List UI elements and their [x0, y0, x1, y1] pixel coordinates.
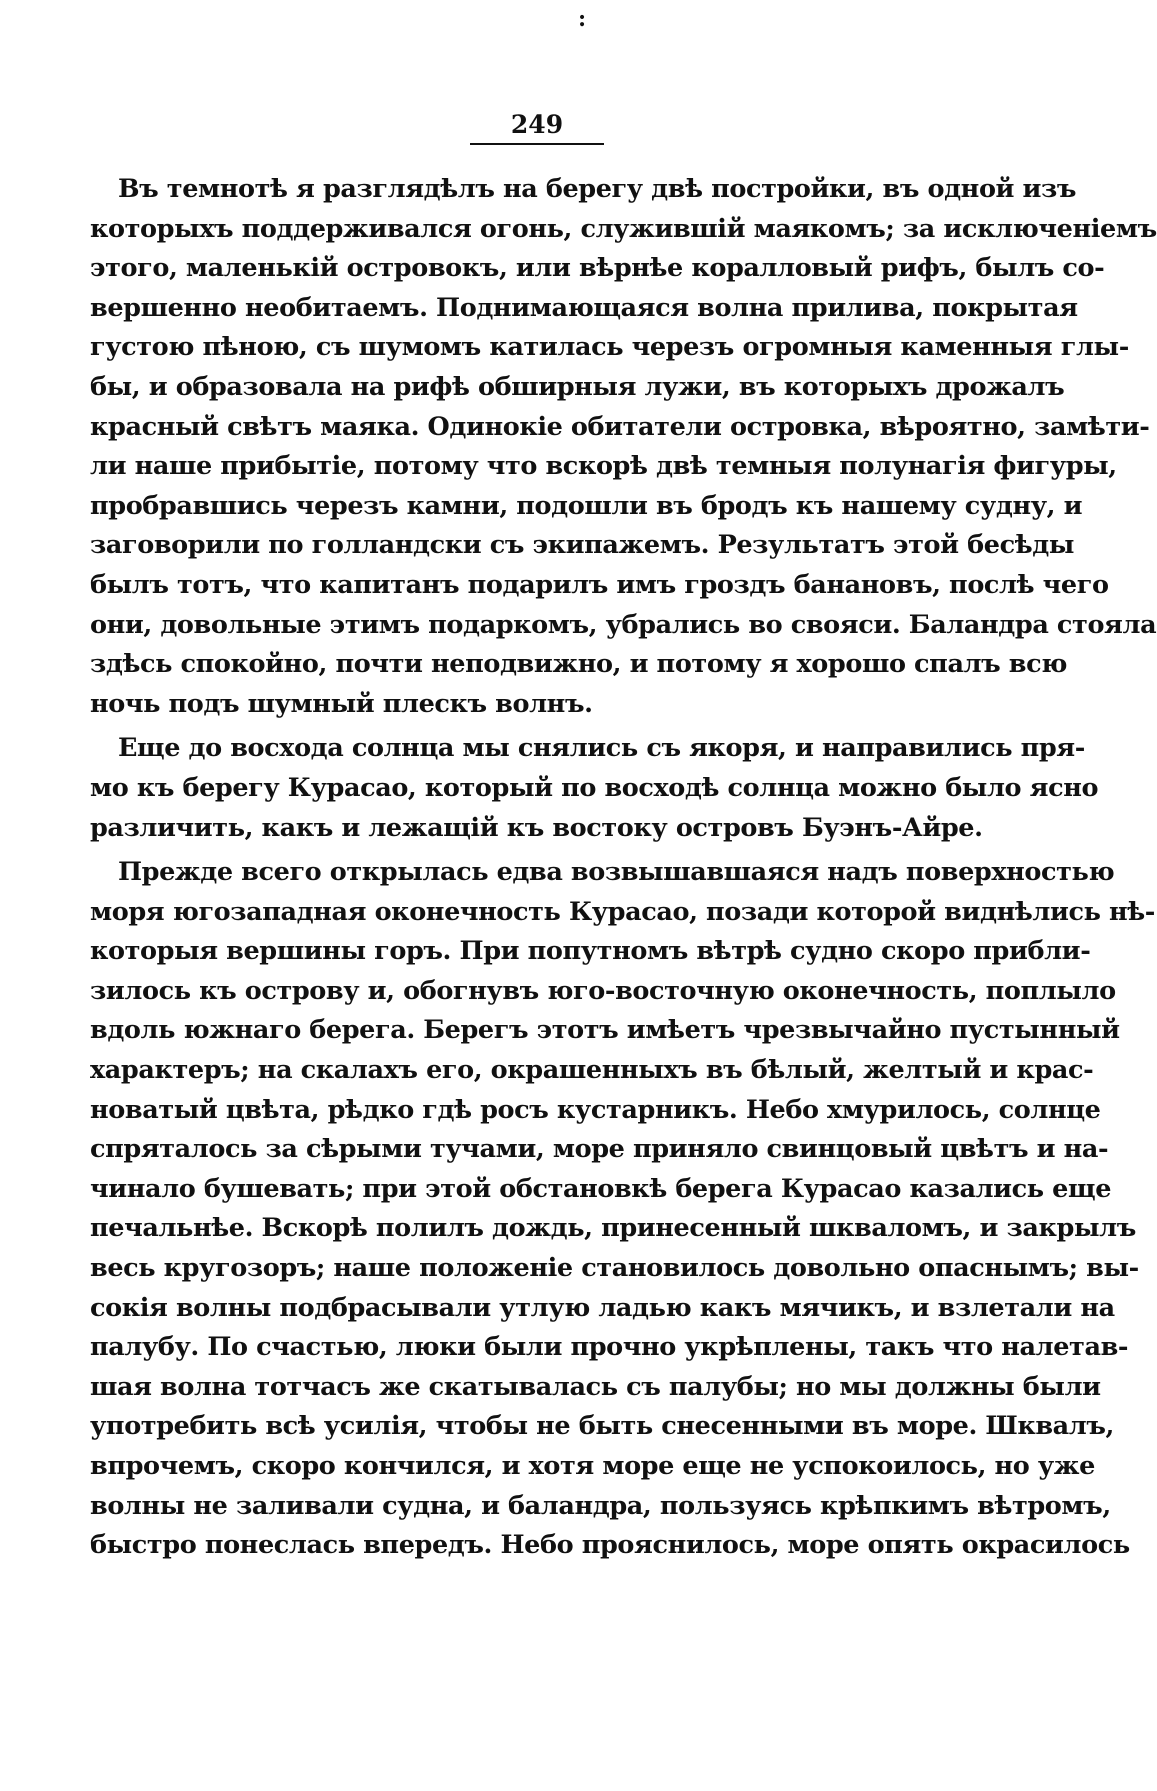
paragraph: [90, 170, 1157, 724]
text-line: ли наше прибытіе, потому что вскорѣ двѣ темныя полунагія фигуры,: [90, 451, 1117, 482]
text-line: вдоль южнаго берега. Берегъ этотъ имѣетъ чрезвычайно пустынный: [90, 1015, 1120, 1046]
text-line: спряталось за сѣрыми тучами, море приняло свинцовый цвѣтъ и на-: [90, 1134, 1109, 1165]
text-line: употребить всѣ усилія, чтобы не быть снесенными въ море. Шквалъ,: [90, 1411, 1115, 1442]
text-line: которыя вершины горъ. При попутномъ вѣтрѣ судно скоро прибли-: [90, 936, 1091, 967]
text-line: заговорили по голландски съ экипажемъ. Результатъ этой бесѣды: [90, 530, 1074, 561]
text-line: печальнѣе. Вскорѣ полилъ дождь, принесенный шкваломъ, и закрылъ: [90, 1213, 1136, 1244]
text-line: Еще до восхода солнца мы снялись съ якоря, и направились пря-: [118, 733, 1085, 764]
text-line: новатый цвѣта, рѣдко гдѣ росъ кустарникъ. Небо хмурилось, солнце: [90, 1094, 1101, 1125]
text-line: зилось къ острову и, обогнувъ юго-восточную оконечность, поплыло: [90, 975, 1116, 1006]
text-line: пробравшись черезъ камни, подошли въ бродъ къ нашему судну, и: [90, 490, 1083, 521]
text-line: различить, какъ и лежащій къ востоку островъ Буэнъ-Айре.: [90, 812, 983, 843]
paragraph: [90, 853, 1155, 1566]
page-number-rule: [470, 143, 604, 145]
text-line: Прежде всего открылась едва возвышавшаяся надъ поверхностью: [118, 857, 1115, 888]
text-line: здѣсь спокойно, почти неподвижно, и потому я хорошо спалъ всю: [90, 649, 1067, 680]
text-line: вершенно необитаемъ. Поднимающаяся волна прилива, покрытая: [90, 292, 1078, 323]
text-line: чинало бушевать; при этой обстановкѣ берега Курасао казались еще: [90, 1173, 1112, 1204]
text-line: быстро понеслась впередъ. Небо прояснилось, море опять окрасилось: [90, 1530, 1130, 1561]
text-line: былъ тотъ, что капитанъ подарилъ имъ гроздъ банановъ, послѣ чего: [90, 569, 1109, 600]
text-line: которыхъ поддерживался огонь, служившій маякомъ; за исключеніемъ: [90, 213, 1157, 244]
text-line: весь кругозоръ; наше положеніе становилось довольно опаснымъ; вы-: [90, 1253, 1139, 1284]
text-line: моря югозападная оконечность Курасао, позади которой виднѣлись нѣ-: [90, 896, 1155, 927]
paragraph: [90, 729, 1099, 848]
top-mark: :: [578, 6, 587, 32]
text-line: они, довольные этимъ подаркомъ, убрались во свояси. Баландра стояла: [90, 609, 1157, 640]
text-line: характеръ; на скалахъ его, окрашенныхъ въ бѣлый, желтый и крас-: [90, 1055, 1094, 1086]
text-line: сокія волны подбрасывали утлую ладью какъ мячикъ, и взлетали на: [90, 1292, 1115, 1323]
text-line: волны не заливали судна, и баландра, пользуясь крѣпкимъ вѣтромъ,: [90, 1490, 1111, 1521]
text-line: бы, и образовала на рифѣ обширныя лужи, въ которыхъ дрожалъ: [90, 371, 1065, 402]
text-line: этого, маленькій островокъ, или вѣрнѣе коралловый рифъ, былъ со-: [90, 253, 1105, 284]
body-text: [90, 170, 1157, 1566]
text-line: впрочемъ, скоро кончился, и хотя море еще не успокоилось, но уже: [90, 1451, 1095, 1481]
text-line: шая волна тотчасъ же скатывалась съ палубы; но мы должны были: [90, 1371, 1101, 1402]
text-line: ночь подъ шумный плескъ волнъ.: [90, 688, 593, 719]
text-line: красный свѣтъ маяка. Одинокіе обитатели островка, вѣроятно, замѣти-: [90, 411, 1150, 442]
text-line: Въ темнотѣ я разглядѣлъ на берегу двѣ постройки, въ одной изъ: [118, 174, 1077, 204]
text-line: мо къ берегу Курасао, который по восходѣ солнца можно было ясно: [90, 772, 1099, 803]
text-line: палубу. По счастью, люки были прочно укрѣплены, такъ что налетав-: [90, 1332, 1129, 1363]
text-line: густою пѣною, съ шумомъ катилась черезъ огромныя каменныя глы-: [90, 332, 1129, 363]
page-number: 249: [510, 110, 564, 139]
